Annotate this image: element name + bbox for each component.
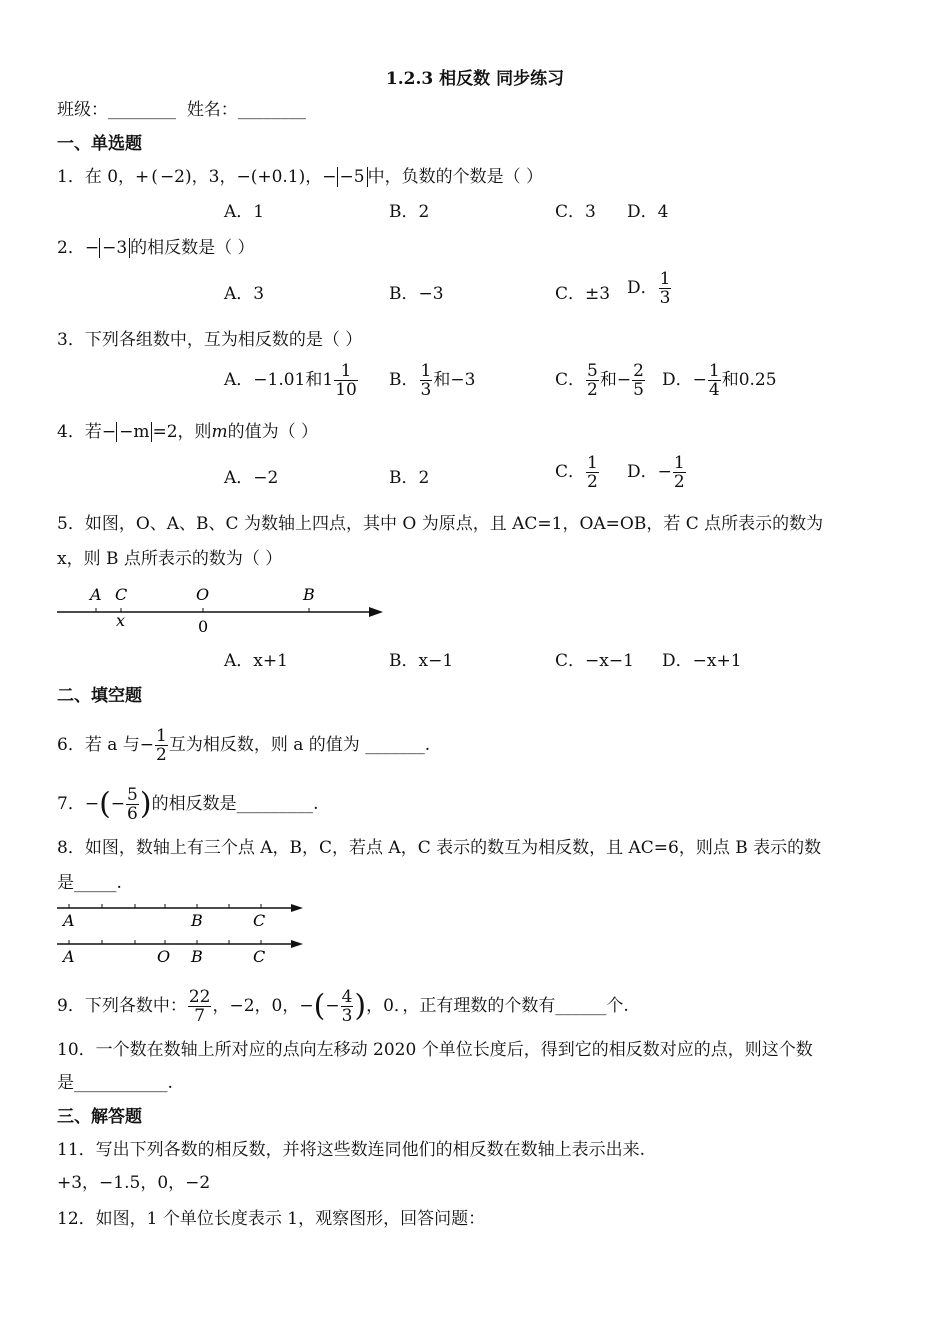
student-info-line <box>57 98 306 122</box>
fraction <box>341 988 354 1025</box>
q12-text: 如图，1 个单位长度表示 1，观察图形，回答问题： <box>95 1209 486 1229</box>
label-o: O <box>157 947 171 966</box>
q4-option-b[interactable]: B．2 <box>389 468 430 488</box>
q5-number-line-figure <box>55 580 390 638</box>
label-b: B <box>191 947 203 966</box>
q1-option-d[interactable]: D．4 <box>627 202 669 222</box>
question-number: 2． <box>57 238 85 258</box>
option-letter: D． <box>627 278 658 298</box>
fraction-numerator: 22 <box>188 987 211 1007</box>
name-blank: ________ <box>237 100 306 120</box>
q4-text-part: =2，则 <box>152 422 212 442</box>
q3-option-a[interactable] <box>224 362 359 399</box>
q3-option-b[interactable] <box>389 362 475 399</box>
axis-arrow <box>291 904 303 912</box>
q5-option-a[interactable]: A．x+1 <box>224 651 288 671</box>
fraction <box>188 988 212 1025</box>
q9-text-part: ，−2，0，− <box>212 996 314 1016</box>
q7-text-part: − <box>84 794 100 814</box>
fraction-denominator: 2 <box>156 745 167 765</box>
fraction <box>126 786 139 823</box>
option-text: 和−3 <box>433 370 476 390</box>
fraction <box>586 362 599 399</box>
question-2 <box>57 236 255 260</box>
q3-option-c[interactable] <box>555 362 646 399</box>
q10-text-line1: 一个数在数轴上所对应的点向左移动 2020 个单位长度后，得到它的相反数对应的点，则这个数 <box>95 1040 813 1060</box>
label-zero: 0 <box>198 617 209 636</box>
q1-text-part: 中，负数的个数是（ ） <box>367 167 543 187</box>
fraction-numerator: 1 <box>659 269 671 289</box>
question-11 <box>57 1138 645 1162</box>
option-letter: D．− <box>627 462 672 482</box>
question-number: 12． <box>57 1209 96 1229</box>
question-12 <box>57 1207 485 1231</box>
q1-option-c[interactable]: C．3 <box>555 202 596 222</box>
fraction <box>659 270 672 307</box>
fraction-numerator: 4 <box>341 987 353 1007</box>
fraction-denominator: 6 <box>127 804 138 824</box>
fraction-denominator: 5 <box>633 380 644 400</box>
q5-option-c[interactable]: C．−x−1 <box>555 651 634 671</box>
question-8 <box>57 836 821 860</box>
question-9: 9．下列各数中： $\frac{22}{7}$ ，−2，0，−(− $\frac{4}{3}$ )，0．，正有理数的个数有______个. <box>57 987 629 1026</box>
fraction-numerator: 2 <box>633 361 644 381</box>
fraction <box>586 454 599 491</box>
fraction-denominator: 3 <box>341 1006 353 1026</box>
q2-option-c[interactable]: C．±3 <box>555 284 611 304</box>
label-o: O <box>196 585 210 604</box>
label-a: A <box>63 947 75 966</box>
option-letter: C． <box>555 370 586 390</box>
q8-text-line2: 是_____. <box>57 873 122 893</box>
question-6 <box>57 727 430 764</box>
question-number: 4． <box>57 422 85 442</box>
q7-text-part: 的相反数是_________. <box>151 794 319 814</box>
name-label: 姓名： <box>186 100 238 120</box>
q6-text-part: 互为相反数，则 a 的值为 _______. <box>168 735 431 755</box>
q2-option-a[interactable]: A．3 <box>224 284 265 304</box>
axis-arrow <box>369 607 383 617</box>
class-label: 班级： <box>57 100 108 120</box>
page-title: 1.2.3 相反数 同步练习 <box>385 69 565 89</box>
q9-text-part: − <box>325 996 340 1016</box>
fraction-denominator: 4 <box>708 380 720 400</box>
fraction-numerator: 1 <box>334 362 358 381</box>
fraction-denominator: 3 <box>659 288 671 308</box>
question-1: 1．在 0，+ ( −2)，3，−(+0.1)，− −5 中，负数的个数是（ ） <box>57 167 543 187</box>
q2-text-part: 的相反数是（ ） <box>130 238 255 258</box>
q10-text-line2: 是___________. <box>57 1073 173 1093</box>
q9-text-part: 下列各数中： <box>84 996 187 1016</box>
option-letter: D．− <box>662 370 707 390</box>
absolute-value: −3 <box>99 238 130 258</box>
question-number: 5． <box>57 514 85 534</box>
q5-option-b[interactable]: B．x−1 <box>389 651 454 671</box>
fraction <box>673 454 686 491</box>
fraction-numerator: 1 <box>420 361 432 381</box>
q3-text: 下列各组数中，互为相反数的是（ ） <box>84 330 363 350</box>
section-heading-answer: 三、解答题 <box>57 1107 142 1127</box>
option-text: A．−1.01和1 <box>224 370 334 390</box>
fraction-denominator: 2 <box>587 380 598 400</box>
question-number: 1． <box>57 167 85 187</box>
question-7: 7．−(− $\frac{5}{6}$ )的相反数是_________. <box>57 785 319 824</box>
label-c: C <box>253 947 266 966</box>
axis-arrow <box>291 940 303 948</box>
question-3 <box>57 328 362 352</box>
question-number: 10． <box>57 1040 96 1060</box>
q2-option-b[interactable]: B．−3 <box>389 284 444 304</box>
q5-text-line2: x，则 B 点所表示的数为（ ） <box>57 549 283 569</box>
q1-text-part: ，3，− <box>191 167 251 187</box>
q6-text-part: 若 a 与− <box>84 735 155 755</box>
label-b: B <box>191 911 203 930</box>
q1-text-part: +0.1 <box>257 167 299 187</box>
fraction-numerator: 5 <box>127 785 138 805</box>
section-heading-single-choice: 一、单选题 <box>57 134 142 154</box>
q8-number-line-2 <box>57 940 303 966</box>
q4-text-part: 若− <box>84 422 117 442</box>
question-number: 11． <box>57 1140 96 1160</box>
q5-option-d[interactable]: D．−x+1 <box>662 651 742 671</box>
label-a: A <box>63 911 75 930</box>
question-number: 9． <box>57 996 85 1016</box>
section-heading-fill-blank: 二、填空题 <box>57 686 142 706</box>
fraction-numerator: 1 <box>708 361 720 381</box>
q1-text-part: ，− <box>305 167 337 187</box>
question-number: 7． <box>57 794 85 814</box>
question-10 <box>57 1038 813 1062</box>
fraction <box>708 362 721 399</box>
variable-m: m <box>211 422 228 442</box>
question-4 <box>57 420 318 444</box>
q11-text: 写出下列各数的相反数，并将这些数连同他们的相反数在数轴上表示出来. <box>95 1140 646 1160</box>
label-x: x <box>116 611 126 630</box>
fraction <box>334 362 358 399</box>
q1-option-a[interactable]: A．1 <box>224 202 265 222</box>
fraction <box>155 727 168 764</box>
q8-number-line-figures <box>55 898 310 970</box>
fraction <box>420 362 433 399</box>
absolute-value: −m <box>116 422 152 442</box>
question-5 <box>57 512 823 536</box>
option-letter: C． <box>555 462 586 482</box>
q2-text-part: − <box>84 238 100 258</box>
fraction-numerator: 1 <box>587 453 598 473</box>
fraction-denominator: 3 <box>420 380 432 400</box>
option-text: 和0.25 <box>721 370 777 390</box>
fraction-denominator: 2 <box>587 472 598 492</box>
fraction-numerator: 1 <box>156 726 167 746</box>
q5-text-line1: 如图，O、A、B、C 为数轴上四点，其中 O 为原点，且 AC=1，OA=OB，若 C 点所表示的数为 <box>84 514 824 534</box>
label-c: C <box>253 911 266 930</box>
fraction <box>632 362 645 399</box>
option-letter: B． <box>389 370 419 390</box>
q4-option-a[interactable]: A．−2 <box>224 468 279 488</box>
label-b: B <box>303 585 315 604</box>
q1-text-part: 在 0，+ <box>84 167 150 187</box>
q3-option-d[interactable] <box>662 362 777 399</box>
fraction-denominator: 7 <box>194 1006 206 1026</box>
q9-text-part: ，0．，正有理数的个数有______个. <box>366 996 629 1016</box>
question-number: 6． <box>57 735 85 755</box>
fraction-numerator: 5 <box>587 361 598 381</box>
q2-option-d[interactable] <box>627 270 672 307</box>
class-blank: ________ <box>108 100 176 120</box>
q1-option-b[interactable]: B．2 <box>389 202 430 222</box>
q8-text-line1: 如图，数轴上有三个点 A，B，C，若点 A，C 表示的数互为相反数，且 AC=6，则点 B 表示的数 <box>84 838 822 858</box>
fraction-denominator: 2 <box>673 472 685 492</box>
fraction-denominator: 10 <box>335 380 357 400</box>
absolute-value: −5 <box>337 167 368 187</box>
fraction-numerator: 1 <box>673 453 685 473</box>
q1-text-part: −2 <box>159 167 185 187</box>
q11-values: +3，−1.5，0，−2 <box>57 1173 211 1193</box>
label-c: C <box>115 585 128 604</box>
q4-text-part: 的值为（ ） <box>227 422 319 442</box>
q7-text-part: − <box>110 794 126 814</box>
question-number: 3． <box>57 330 85 350</box>
q4-option-d[interactable] <box>627 454 687 491</box>
question-number: 8． <box>57 838 85 858</box>
q4-option-c[interactable] <box>555 454 600 491</box>
q8-number-line-1 <box>57 904 303 930</box>
label-a: A <box>90 585 102 604</box>
option-text: 和− <box>599 370 632 390</box>
